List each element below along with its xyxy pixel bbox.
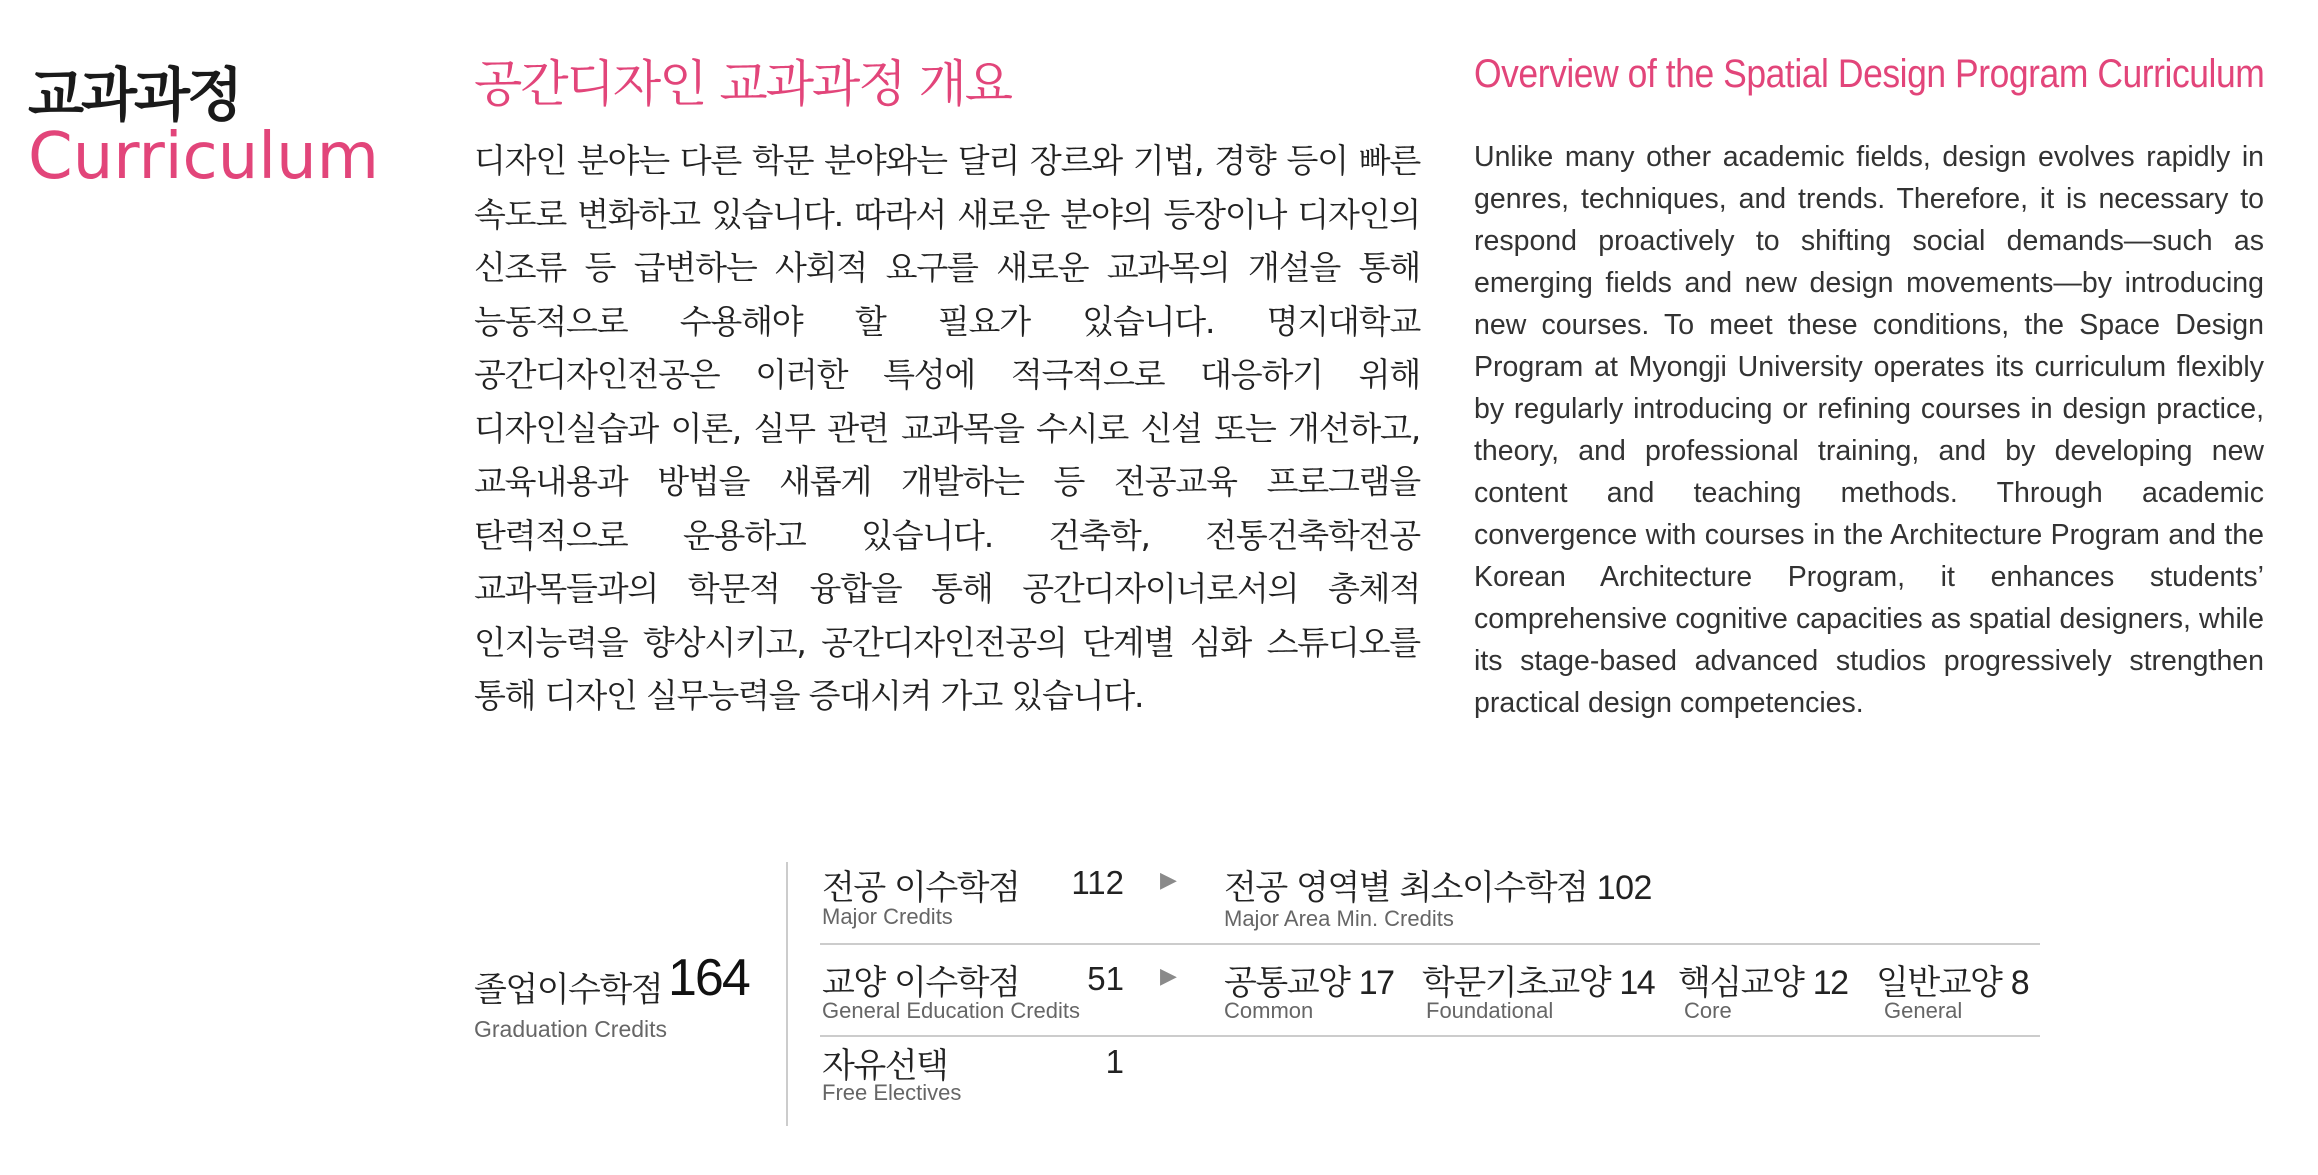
free-electives-label-en: Free Electives [822, 1080, 962, 1105]
section-title-ko: 교과과정 [28, 61, 241, 129]
graduation-value: 164 [668, 949, 749, 1007]
overview-body-ko: 디자인 분야는 다른 학문 분야와는 달리 장르와 기법, 경향 등이 빠른 속도로 변화하고 있습니다. 따라서 새로운 분야의 등장이나 디자인의 신조류 등 급변하는 사회적 요구를 새로운 교과목의 개설을 통해 능동적으로 수용해야 할 필요가 있습니다. 명지대학교 공간디자인전공은 이러한 특성에 적극적으로 대응하기 위해 디자인실습과 이론, 실무 관련 교과목을 수시로 신설 또는 개선하고, 교육내용과 방법을 새롭게 개발하는 등 전공교육 프로그램을 탄력적으로 운용하고 있습니다. 건축학, 전통건축학전공 교과목들과의 학문적 융합을 통해 공간디자이너로서의 총체적 인지능력을 향상시키고, 공간디자인전공의 단계별 심화 스튜디오를 통해 디자인 실무능력을 증대시켜 가고 있습니다. [474, 141, 1420, 715]
free-electives-label-ko: 자유선택 [822, 1046, 948, 1086]
overview-title-ko: 공간디자인 교과과정 개요 [474, 55, 1012, 113]
triangle-right-icon: ▶ [1160, 868, 1177, 893]
overview-body-en: Unlike many other academic fields, design evolves rapidly in genres, techniques, and trends. Therefore, it is necessary to respond proactively to shifting social demands—such as emerging fields and new design movements—by introducing new courses. To meet these conditions, the Space Design Program at Myongji University operates its curriculum flexibly by regularly introducing or refining courses in design practice, theory, and professional training, and by developing new content and teaching methods. Through academic convergence with courses in the Architecture Program and the Korean Architecture Program, it enhances students’ comprehensive cognitive capacities as spatial designers, while its stage-based advanced studios progressively strengthen practical design competencies. [1474, 141, 2264, 719]
major-area-label-ko [1224, 860, 1652, 909]
general-core-value: 12 [1812, 964, 1848, 1002]
general-common-text: 공통교양 [1224, 963, 1350, 1003]
major-credits-label-ko: 전공 이수학점 [822, 868, 1020, 908]
graduation-label-en: Graduation Credits [474, 1016, 668, 1042]
general-core-text: 핵심교양 [1678, 963, 1804, 1003]
section-title-en: Curriculum [28, 120, 379, 194]
general-common-label-en: Common [1224, 998, 1314, 1023]
major-area-label-en: Major Area Min. Credits [1224, 906, 1454, 931]
general-foundational-label-en: Foundational [1426, 998, 1554, 1023]
general-general-text: 일반교양 [1876, 963, 2002, 1003]
general-core-label-ko [1678, 955, 1848, 1004]
major-credits-value: 112 [1071, 864, 1124, 901]
major-area-label-text: 전공 영역별 최소이수학점 [1224, 868, 1588, 908]
major-credits-label-en: Major Credits [822, 904, 953, 929]
general-general-value: 8 [2010, 964, 2029, 1002]
divider-row-2 [820, 1035, 2040, 1037]
general-foundational-text: 학문기초교양 [1422, 963, 1611, 1003]
general-common-value: 17 [1358, 964, 1394, 1002]
general-core-label-en: Core [1684, 998, 1732, 1023]
overview-title-en: Overview of the Spatial Design Program Curriculum [1474, 52, 2265, 96]
general-general-label-en: General [1884, 998, 1963, 1023]
divider-row-1 [820, 943, 2040, 945]
general-general-label-ko [1876, 955, 2028, 1004]
major-area-value: 102 [1596, 869, 1652, 907]
general-foundational-label-ko [1422, 955, 1654, 1004]
general-common-label-ko [1224, 955, 1394, 1004]
graduation-label-ko: 졸업이수학점 [474, 970, 663, 1010]
divider-vertical [786, 862, 788, 1126]
general-credits-value: 51 [1087, 960, 1124, 997]
triangle-right-icon: ▶ [1160, 964, 1177, 989]
general-foundational-value: 14 [1619, 964, 1655, 1002]
general-credits-label-ko: 교양 이수학점 [822, 963, 1020, 1003]
free-electives-value: 1 [1105, 1043, 1124, 1080]
general-credits-label-en: General Education Credits [822, 998, 1081, 1023]
